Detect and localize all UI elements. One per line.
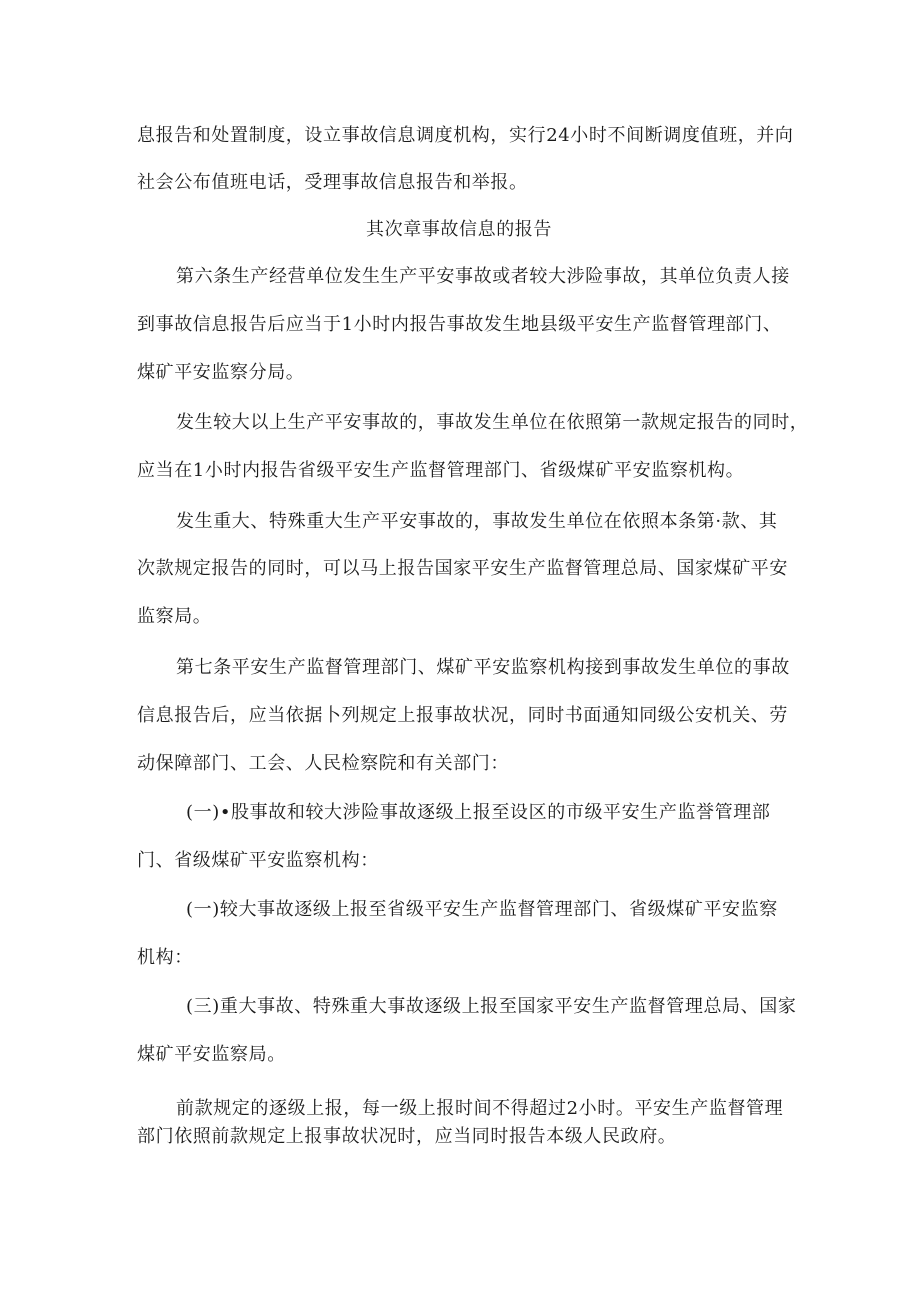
paragraph-line: 次款规定报告的同时，可以马上报告国家平安生产监督管理总局、国家煤矿平安 xyxy=(137,558,788,579)
list-item-line: (三)重大事故、特殊重大事故逐级上报至国家平安生产监督管理总局、国家 xyxy=(186,996,797,1017)
paragraph-line: 发生较大以上生产平安事故的，事故发生单位在依照第一款规定报告的同时， xyxy=(176,412,809,433)
list-item-line: 门、省级煤矿平安监察机构： xyxy=(137,850,379,871)
paragraph-line: 动保障部门、工会、人民检察院和有关部门： xyxy=(137,753,509,774)
paragraph-line: 信息报告后，应当依据卜列规定上报事故状况，同时书面通知同级公安机关、劳 xyxy=(137,705,788,726)
paragraph-line: 监察局。 xyxy=(137,606,212,627)
list-item-line: 煤矿平安监察局。 xyxy=(137,1044,286,1065)
paragraph-line: 息报告和处置制度，设立事故信息调度机构，实行24小时不间断调度值班，并向 xyxy=(137,125,794,146)
paragraph-line: 到事故信息报告后应当于1小时内报告事故发生地县级平安生产监督管理部门、 xyxy=(137,314,782,335)
paragraph-line: 第七条平安生产监督管理部门、煤矿平安监察机构接到事故发生单位的事故 xyxy=(176,657,790,678)
paragraph-line: 应当在1小时内报告省级平安生产监督管理部门、省级煤矿平安监察机构。 xyxy=(137,460,745,481)
paragraph-line: 社会公布值班电话，受理事故信息报告和举报。 xyxy=(137,172,528,193)
list-item-line: 机构： xyxy=(137,947,193,968)
paragraph-line: 煤矿平安监察分局。 xyxy=(137,362,305,383)
paragraph-line: 部门依照前款规定上报事故状况时，应当同时报告本级人民政府。 xyxy=(137,1126,677,1147)
paragraph-line: 前款规定的逐级上报，每一级上报时间不得超过2小时。平安生产监督管理 xyxy=(176,1098,784,1119)
paragraph-line: 发生重大、特殊重大生产平安事故的，事故发生单位在依照本条第·款、其 xyxy=(176,511,778,532)
paragraph-line: 第六条生产经营单位发生生产平安事故或者较大涉险事故，其单位负责人接 xyxy=(176,266,790,287)
list-item-line: (一)较大事故逐级上报至省级平安生产监督管理部门、省级煤矿平安监察 xyxy=(186,899,778,920)
list-item-line: (一)•股事故和较大涉险事故逐级上报至设区的市级平安生产监誉管理部 xyxy=(186,802,771,823)
chapter-heading: 其次章事故信息的报告 xyxy=(366,219,552,240)
